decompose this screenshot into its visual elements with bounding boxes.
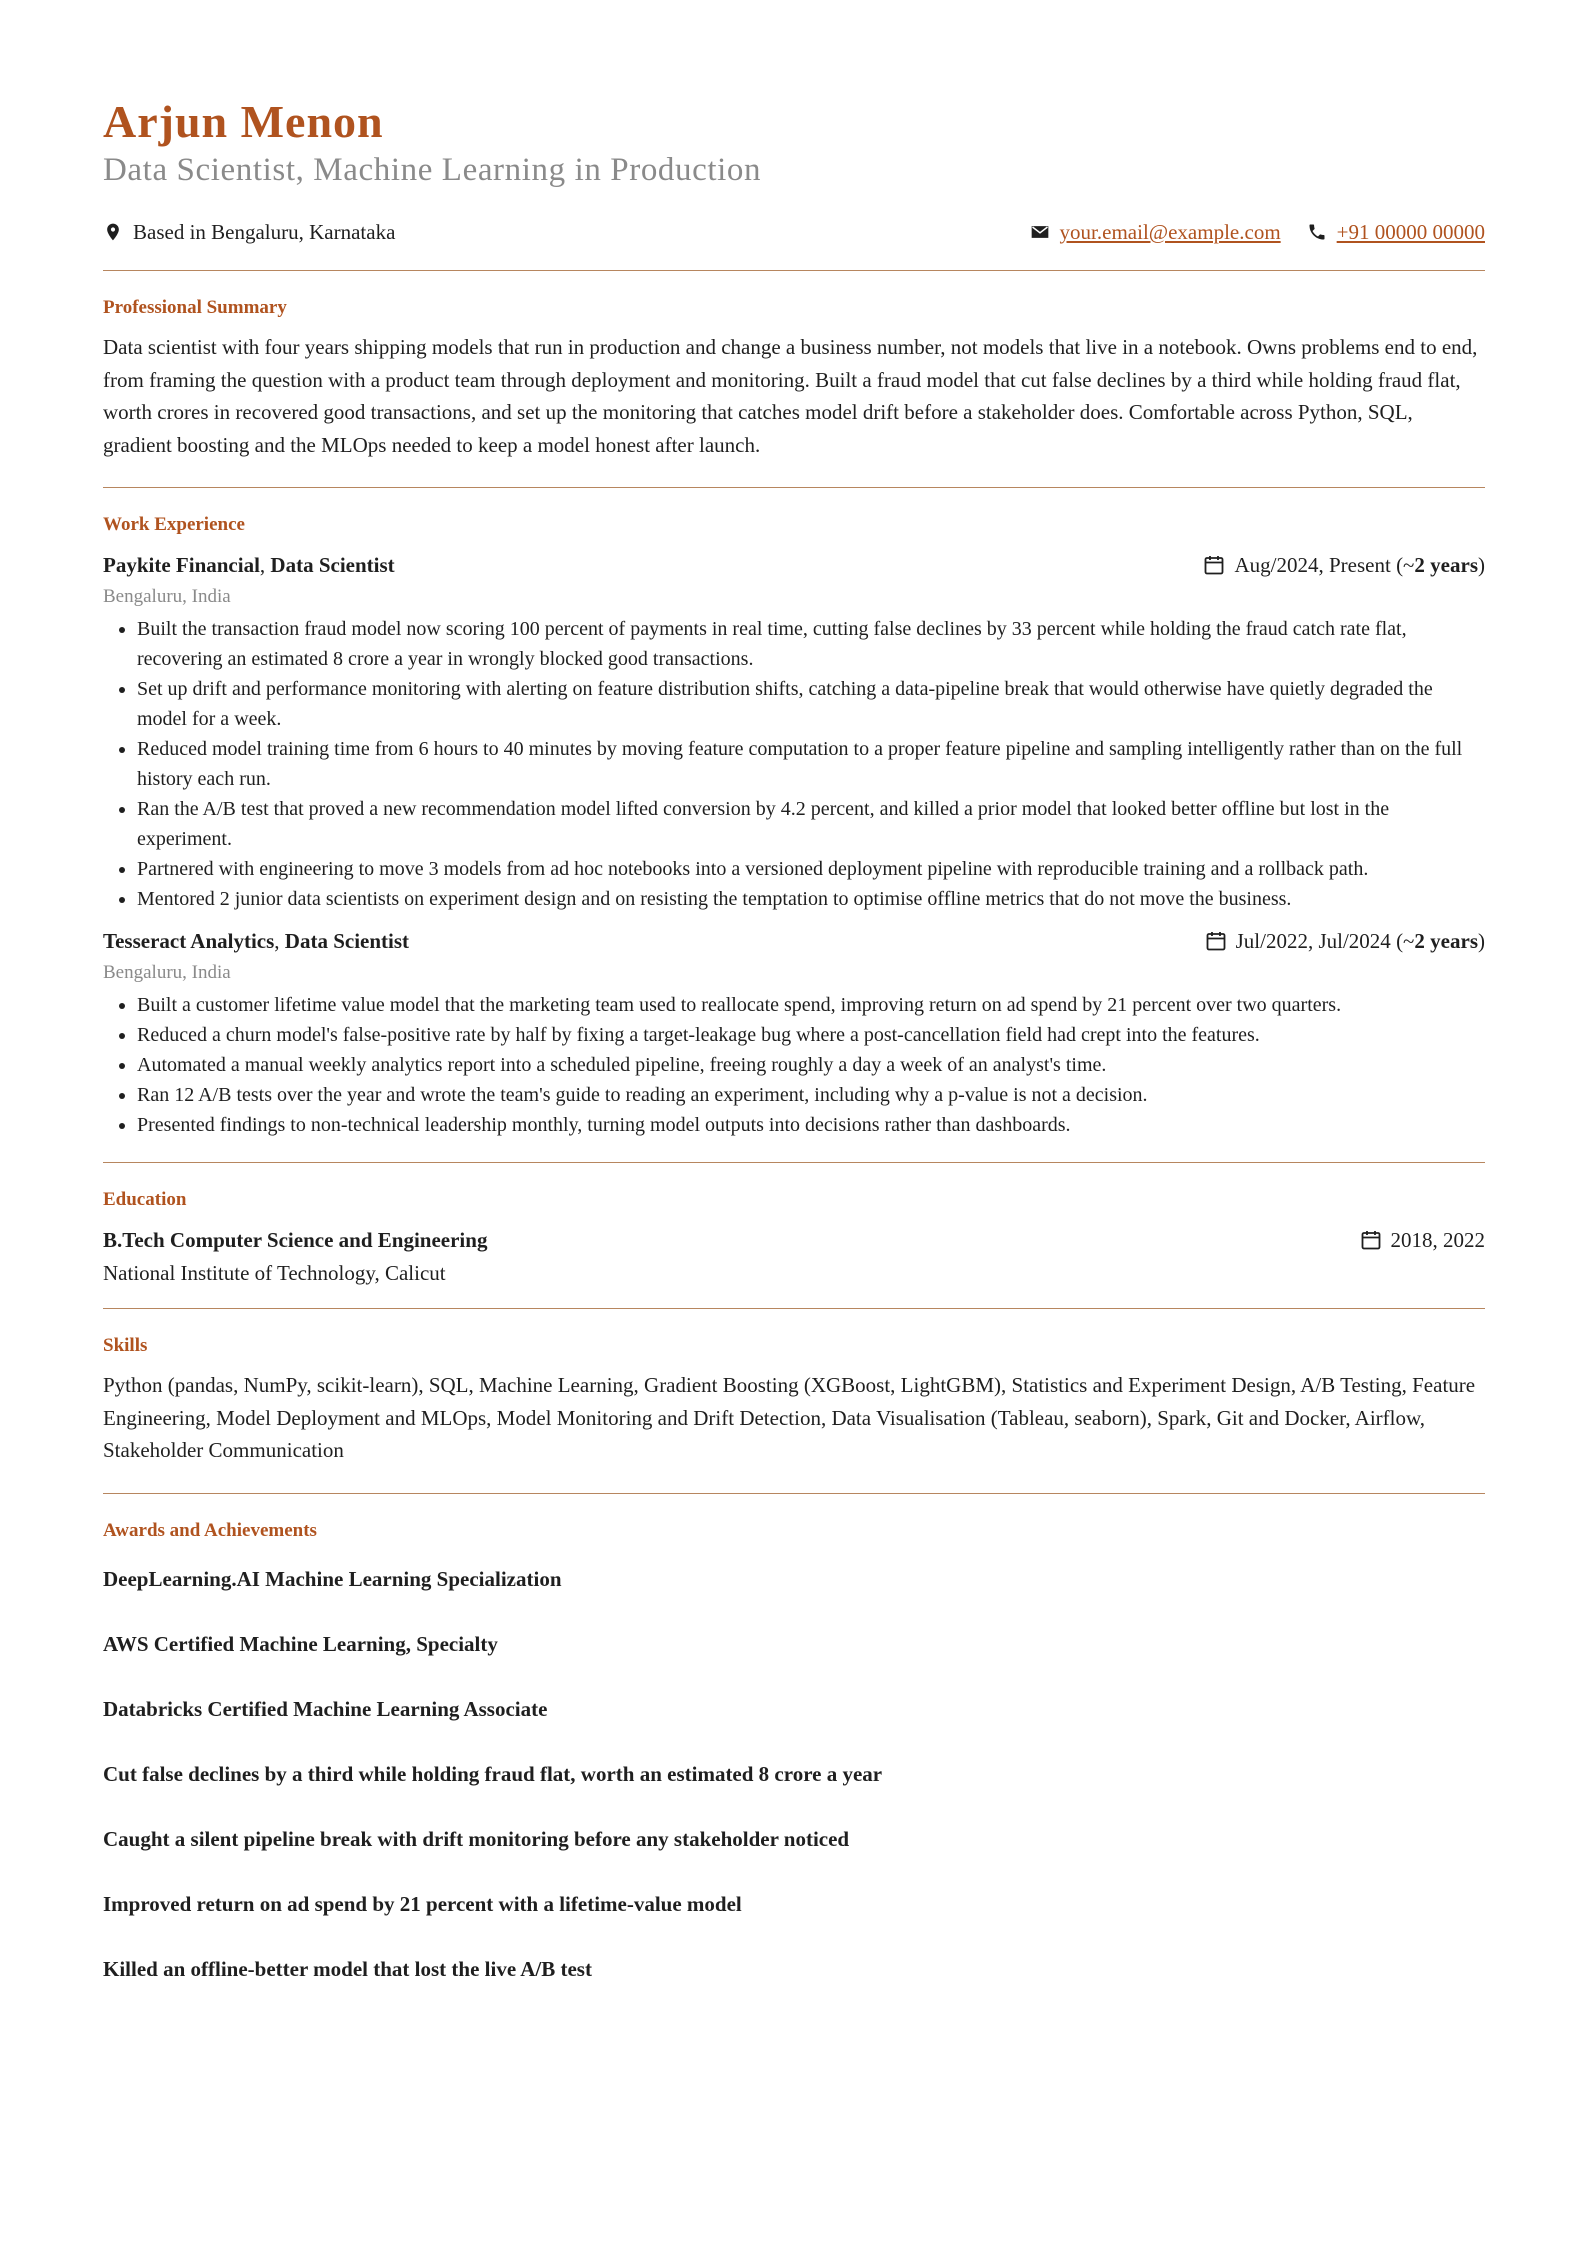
skills-section <box>103 1335 1485 1467</box>
job-duration-prefix: (~ <box>1396 552 1415 577</box>
list-item: • Reduced model training time from 6 hours to 40 minutes by moving feature computation to a proper feature pipeline and sampling intelligently rather than on the full history each run. <box>137 734 1485 794</box>
map-pin-icon <box>103 222 123 242</box>
divider <box>103 1162 1485 1163</box>
phone-link[interactable]: +91 00000 00000 <box>1336 219 1485 244</box>
list-item: • Partnered with engineering to move 3 models from ad hoc notebooks into a versioned deployment pipeline with reproducible training and a rollback path. <box>137 854 1485 884</box>
award-item: Databricks Certified Machine Learning Associate <box>103 1696 548 1721</box>
calendar-icon <box>1359 1228 1383 1252</box>
list-item: • Reduced a churn model's false-positive rate by half by fixing a target-leakage bug where a post-cancellation field had crept into the features. <box>137 1020 1485 1050</box>
award-item: Caught a silent pipeline break with drift monitoring before any stakeholder noticed <box>103 1826 850 1851</box>
degree-name: B.Tech Computer Science and Engineering <box>103 1227 488 1252</box>
list-item: • Ran 12 A/B tests over the year and wrote the team's guide to reading an experiment, including why a p-value is not a decision. <box>137 1080 1485 1110</box>
job-role: Data Scientist <box>270 552 395 577</box>
job-date-range: Jul/2022, Jul/2024 <box>1235 928 1391 953</box>
section-title-experience: Work Experience <box>103 514 245 536</box>
award-item: DeepLearning.AI Machine Learning Specialization <box>103 1566 562 1591</box>
job-duration-prefix: (~ <box>1396 928 1415 953</box>
contact-links <box>1004 220 1485 245</box>
list-item: • Set up drift and performance monitoring with alerting on feature distribution shifts, catching a data-pipeline break that would otherwise have quietly degraded the model for a week. <box>137 674 1485 734</box>
job-header <box>103 924 1485 958</box>
job-company: Tesseract Analytics <box>103 928 275 953</box>
awards-list <box>103 1564 1485 1984</box>
candidate-name: Arjun Menon <box>103 96 384 147</box>
phone-item <box>1307 220 1485 245</box>
job-header <box>103 548 1485 582</box>
job-dates <box>1204 929 1485 954</box>
list-item: • Built the transaction fraud model now scoring 100 percent of payments in real time, cutting false declines by 33 percent while holding the fraud catch rate flat, recovering an estimated 8 crore a year in wrongly blocked good transactions. <box>137 614 1485 674</box>
divider <box>103 1493 1485 1494</box>
email-link[interactable]: your.email@example.com <box>1059 219 1281 244</box>
job-bullets <box>103 990 1485 1140</box>
divider <box>103 487 1485 488</box>
award-item: AWS Certified Machine Learning, Specialty <box>103 1631 498 1656</box>
awards-section <box>103 1520 1485 1984</box>
list-item: • Presented findings to non-technical leadership monthly, turning model outputs into decisions rather than dashboards. <box>137 1110 1485 1140</box>
summary-text: Data scientist with four years shipping models that run in production and change a business number, not models that live in a notebook. Owns problems end to end, from framing the question with a product team through deployment and monitoring. Built a fraud model that cut false declines by a third while holding fraud flat, worth crores in recovered good transactions, and set up the monitoring that catches model drift before a stakeholder does. Comfortable across Python, SQL, gradient boosting and the MLOps needed to keep a model honest after launch. <box>103 335 1478 457</box>
institution-name: National Institute of Technology, Calicut <box>103 1261 446 1286</box>
job-location: Bengaluru, India <box>103 962 231 984</box>
section-title-skills: Skills <box>103 1335 148 1357</box>
list-item: • Automated a manual weekly analytics report into a scheduled pipeline, freeing roughly a day a week of an analyst's time. <box>137 1050 1485 1080</box>
job-duration: 2 years <box>1414 928 1478 953</box>
award-item: Improved return on ad spend by 21 percent with a lifetime-value model <box>103 1891 742 1916</box>
job-date-range: Aug/2024, Present <box>1234 552 1391 577</box>
job-duration-suffix: ) <box>1478 928 1485 953</box>
envelope-icon <box>1030 222 1050 242</box>
summary-section <box>103 297 1485 461</box>
email-item <box>1030 220 1281 245</box>
divider <box>103 270 1485 271</box>
job-dates <box>1202 553 1485 578</box>
job-role: Data Scientist <box>284 928 410 953</box>
job-duration: 2 years <box>1414 552 1478 577</box>
education-header <box>103 1223 1485 1257</box>
job-company: Paykite Financial <box>103 552 260 577</box>
calendar-icon <box>1204 929 1228 953</box>
contact-location <box>103 220 395 245</box>
experience-section <box>103 514 1485 1140</box>
education-date-range: 2018, 2022 <box>1390 1227 1485 1252</box>
candidate-headline: Data Scientist, Machine Learning in Production <box>103 151 762 188</box>
education-section <box>103 1189 1485 1286</box>
location-item <box>103 220 395 245</box>
location-text: Based in Bengaluru, Karnataka <box>133 219 396 244</box>
job-location: Bengaluru, India <box>103 586 231 608</box>
degree-title <box>103 1228 487 1253</box>
job-duration-suffix: ) <box>1478 552 1485 577</box>
contact-row <box>103 216 1485 248</box>
job-entry <box>103 924 1485 1140</box>
phone-icon <box>1307 222 1327 242</box>
award-item: Cut false declines by a third while holding fraud flat, worth an estimated 8 crore a year <box>103 1761 883 1786</box>
award-item: Killed an offline-better model that lost the live A/B test <box>103 1956 592 1981</box>
list-item: • Mentored 2 junior data scientists on experiment design and on resisting the temptation to optimise offline metrics that do not move the business. <box>137 884 1485 914</box>
calendar-icon <box>1202 553 1226 577</box>
job-title: Paykite Financial, Data Scientist <box>103 552 395 577</box>
section-title-summary: Professional Summary <box>103 297 287 319</box>
skills-text: Python (pandas, NumPy, scikit-learn), SQL, Machine Learning, Gradient Boosting (XGBoost, LightGBM), Statistics and Experiment Design, A/B Testing, Feature Engineering, Model Deployment and MLOps, Model Monitoring and Drift Detection, Data Visualisation (Tableau, seaborn), Spark, Git and Docker, Airflow, Stakeholder Communication <box>103 1373 1476 1463</box>
job-bullets <box>103 614 1485 914</box>
divider <box>103 1308 1485 1309</box>
job-title: Tesseract Analytics, Data Scientist <box>103 928 410 953</box>
list-item: • Built a customer lifetime value model that the marketing team used to reallocate spend, improving return on ad spend by 21 percent over two quarters. <box>137 990 1485 1020</box>
section-title-education: Education <box>103 1189 187 1211</box>
list-item: • Ran the A/B test that proved a new recommendation model lifted conversion by 4.2 percent, and killed a prior model that looked better offline but lost in the experiment. <box>137 794 1485 854</box>
job-entry <box>103 548 1485 914</box>
section-title-awards: Awards and Achievements <box>103 1519 317 1541</box>
education-dates <box>1359 1228 1486 1253</box>
